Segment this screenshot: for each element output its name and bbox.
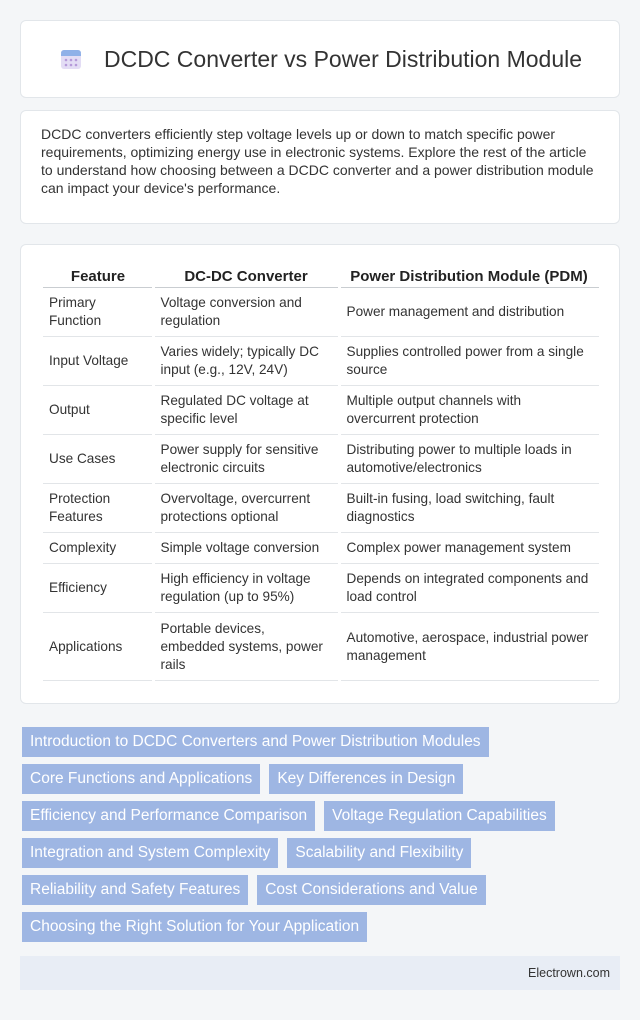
topic-tag-scalability[interactable]: Scalability and Flexibility (287, 838, 471, 868)
table-row (43, 613, 599, 681)
topic-tags (22, 727, 622, 949)
topic-tag-efficiency[interactable]: Efficiency and Performance Comparison (22, 801, 315, 831)
table-cell: Built-in fusing, load switching, fault diagnostics (339, 484, 599, 533)
table-cell: Protection Features (43, 484, 153, 533)
intro-text: DCDC converters efficiently step voltage levels up or down to match specific power requirements, optimizing energy use in electronic systems. Explore the rest of the article to understand how choosing between a DCDC converter and a power distribution module can impact your device's performance. (41, 126, 594, 196)
header-feature: Feature (43, 265, 153, 288)
topic-tag-reliability[interactable]: Reliability and Safety Features (22, 875, 248, 905)
comparison-table (43, 265, 599, 681)
table-cell: Voltage conversion and regulation (153, 288, 339, 337)
table-cell: High efficiency in voltage regulation (up to 95%) (153, 564, 339, 613)
table-header-row (43, 265, 599, 288)
table-cell: Overvoltage, overcurrent protections optional (153, 484, 339, 533)
page-title: DCDC Converter vs Power Distribution Module (103, 45, 583, 72)
header-pdm: Power Distribution Module (PDM) (339, 265, 599, 288)
table-cell: Applications (43, 613, 153, 681)
table-row (43, 564, 599, 613)
topic-tag-cost[interactable]: Cost Considerations and Value (257, 875, 486, 905)
table-cell: Complex power management system (339, 533, 599, 564)
table-cell: Output (43, 386, 153, 435)
table-row (43, 435, 599, 484)
table-cell: Simple voltage conversion (153, 533, 339, 564)
table-row (43, 484, 599, 533)
table-cell: Regulated DC voltage at specific level (153, 386, 339, 435)
topic-tag-voltage-regulation[interactable]: Voltage Regulation Capabilities (324, 801, 555, 831)
header-dcdc: DC-DC Converter (153, 265, 339, 288)
tag-row (22, 764, 622, 794)
tag-row (22, 875, 622, 905)
table-cell: Distributing power to multiple loads in automotive/electronics (339, 435, 599, 484)
table-cell: Input Voltage (43, 337, 153, 386)
table-row (43, 386, 599, 435)
topic-tag-key-differences[interactable]: Key Differences in Design (269, 764, 463, 794)
header-card (20, 20, 620, 98)
table-cell: Portable devices, embedded systems, power rails (153, 613, 339, 681)
intro-card (20, 110, 620, 224)
table-cell: Complexity (43, 533, 153, 564)
table-cell: Primary Function (43, 288, 153, 337)
topic-tag-choosing[interactable]: Choosing the Right Solution for Your Application (22, 912, 367, 942)
table-cell: Automotive, aerospace, industrial power management (339, 613, 599, 681)
table-cell: Power supply for sensitive electronic circuits (153, 435, 339, 484)
topic-tag-integration[interactable]: Integration and System Complexity (22, 838, 278, 868)
table-cell: Supplies controlled power from a single source (339, 337, 599, 386)
tag-row (22, 838, 622, 868)
tag-row (22, 727, 622, 757)
topic-tag-introduction[interactable]: Introduction to DCDC Converters and Power Distribution Modules (22, 727, 489, 757)
table-row (43, 288, 599, 337)
table-cell: Depends on integrated components and load control (339, 564, 599, 613)
table-cell: Use Cases (43, 435, 153, 484)
table-cell: Multiple output channels with overcurrent protection (339, 386, 599, 435)
table-row (43, 533, 599, 564)
table-cell: Varies widely; typically DC input (e.g., 12V, 24V) (153, 337, 339, 386)
tag-row (22, 912, 622, 942)
table-row (43, 337, 599, 386)
calendar-grid-icon (58, 46, 84, 72)
tag-row (22, 801, 622, 831)
footer-site[interactable]: Electrown.com (528, 966, 610, 980)
topic-tag-core-functions[interactable]: Core Functions and Applications (22, 764, 260, 794)
comparison-table-card (20, 244, 620, 704)
footer (20, 956, 620, 990)
table-cell: Efficiency (43, 564, 153, 613)
table-cell: Power management and distribution (339, 288, 599, 337)
